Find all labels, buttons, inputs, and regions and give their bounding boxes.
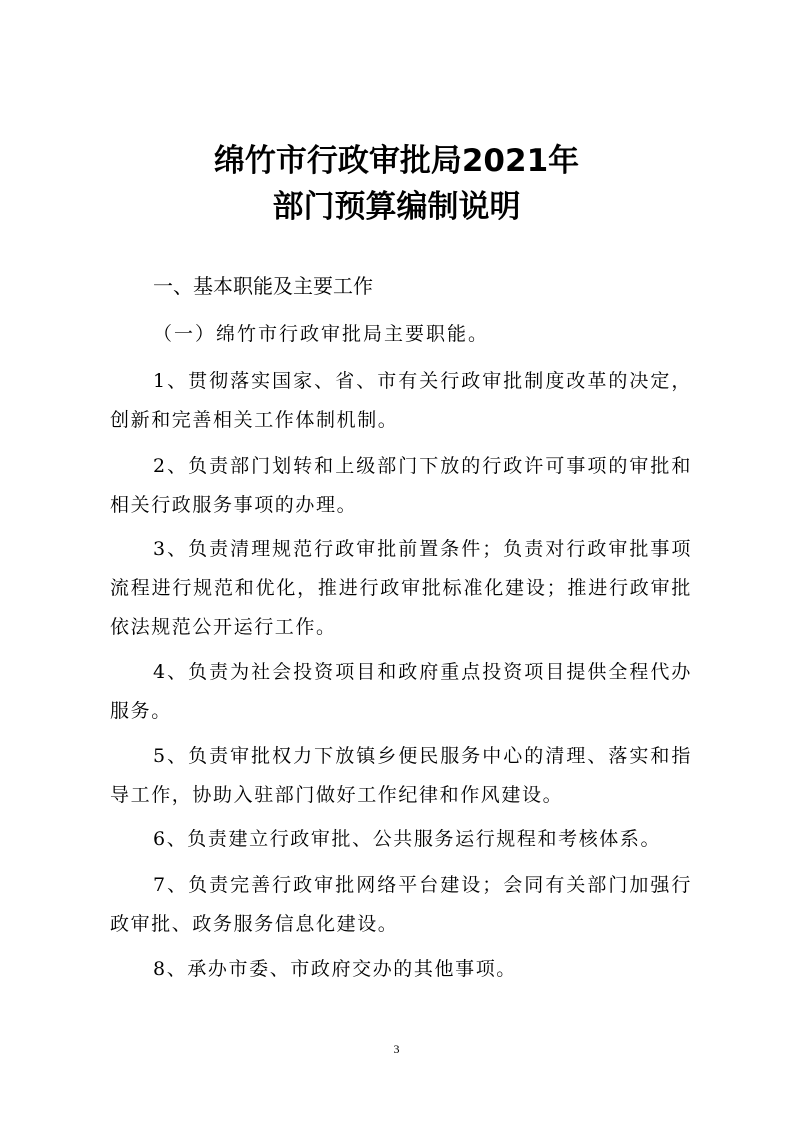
document-title-line-2: 部门预算编制说明 (272, 189, 521, 225)
document-title-line-1: 绵竹市行政审批局2021年 (213, 143, 580, 179)
duty-paragraph-3: 3、负责清理规范行政审批前置条件；负责对行政审批事项流程进行规范和优化，推进行政审批标准化建设；推进行政审批依法规范公开运行工作。 (110, 538, 692, 638)
page-number: 3 (393, 1042, 400, 1056)
duty-paragraph-8: 8、承办市委、市政府交办的其他事项。 (153, 958, 517, 980)
duty-paragraph-2: 2、负责部门划转和上级部门下放的行政许可事项的审批和相关行政服务事项的办理。 (110, 455, 692, 516)
duty-paragraph-7: 7、负责完善行政审批网络平台建设；会同有关部门加强行政审批、政务服务信息化建设。 (110, 874, 692, 935)
duty-paragraph-1: 1、贯彻落实国家、省、市有关行政审批制度改革的决定，创新和完善相关工作体制机制。 (110, 370, 692, 431)
duty-paragraph-5: 5、负责审批权力下放镇乡便民服务中心的清理、落实和指导工作，协助入驻部门做好工作纪律和作风建设。 (110, 745, 692, 806)
subsection-heading: （一）绵竹市行政审批局主要职能。 (153, 323, 490, 345)
duty-paragraph-6: 6、负责建立行政审批、公共服务运行规程和考核体系。 (153, 828, 662, 850)
section-heading: 一、基本职能及主要工作 (153, 274, 373, 298)
duty-paragraph-4: 4、负责为社会投资项目和政府重点投资项目提供全程代办服务。 (110, 661, 692, 722)
